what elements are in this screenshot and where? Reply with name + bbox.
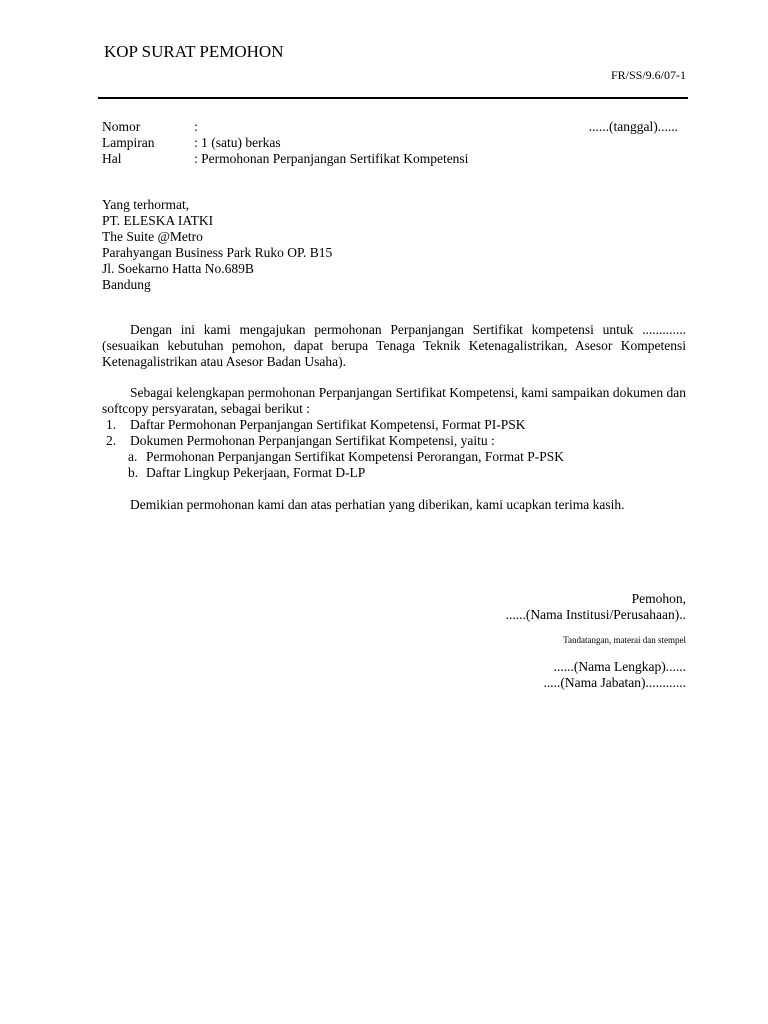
list-number: 1. — [106, 417, 117, 432]
date-placeholder: ......(tanggal)...... — [588, 119, 678, 134]
nomor-label: Nomor — [102, 119, 141, 134]
list-text: Daftar Lingkup Pekerjaan, Format D-LP — [146, 465, 366, 480]
paragraph-closing — [102, 497, 686, 513]
attachment-list — [102, 417, 686, 481]
list-subitem — [102, 449, 686, 465]
nomor-value: : — [194, 119, 198, 134]
meta-row-lampiran — [102, 135, 686, 151]
address-line: Parahyangan Business Park Ruko OP. B15 — [102, 245, 333, 260]
full-name-placeholder: ......(Nama Lengkap)...... — [553, 659, 686, 674]
letterhead-title: KOP SURAT PEMOHON — [104, 42, 284, 61]
salutation: Yang terhormat, — [102, 197, 190, 212]
institution-placeholder: ......(Nama Institusi/Perusahaan).. — [505, 607, 686, 622]
signature-header — [506, 591, 686, 623]
list-subitem — [102, 465, 686, 481]
position-placeholder: .....(Nama Jabatan)............ — [543, 675, 686, 690]
applicant-label: Pemohon, — [631, 591, 686, 606]
lampiran-label: Lampiran — [102, 135, 155, 150]
list-item — [102, 417, 686, 433]
list-text: Dokumen Permohonan Perpanjangan Sertifikat Kompetensi, yaitu : — [130, 433, 495, 448]
meta-row-nomor — [102, 119, 686, 135]
form-code: FR/SS/9.6/07-1 — [610, 68, 686, 82]
recipient-company: PT. ELESKA IATKI — [102, 213, 214, 228]
address-line: Jl. Soekarno Hatta No.689B — [102, 261, 254, 276]
header-divider — [98, 97, 688, 99]
hal-value: : Permohonan Perpanjangan Sertifikat Kompetensi — [194, 151, 469, 166]
paragraph-attachments — [102, 385, 686, 417]
paragraph-request — [102, 322, 686, 370]
signature-note: Tandatangan, materai dan stempel — [563, 635, 686, 645]
hal-label: Hal — [102, 151, 122, 166]
list-item — [102, 433, 686, 449]
paragraph-text: Dengan ini kami mengajukan permohonan Perpanjangan Sertifikat kompetensi untuk ............. (sesuaikan kebutuhan pemohon, dapat berupa Tenaga Teknik Ketenagalistrikan, Asesor Kompetensi Ketenagalistrikan atau Asesor Badan Usaha). — [102, 322, 686, 369]
address-line: The Suite @Metro — [102, 229, 203, 244]
list-text: Permohonan Perpanjangan Sertifikat Kompetensi Perorangan, Format P-PSK — [146, 449, 565, 464]
signature-footer — [544, 659, 686, 691]
paragraph-text: Sebagai kelengkapan permohonan Perpanjangan Sertifikat Kompetensi, kami sampaikan dokumen dan softcopy persyaratan, sebagai berikut : — [102, 385, 686, 416]
recipient-address — [102, 197, 332, 293]
list-letter: a. — [128, 449, 138, 464]
meta-row-hal — [102, 151, 686, 167]
list-number: 2. — [106, 433, 117, 448]
list-text: Daftar Permohonan Perpanjangan Sertifikat Kompetensi, Format PI-PSK — [130, 417, 526, 432]
letter-meta — [102, 119, 686, 167]
lampiran-value: : 1 (satu) berkas — [194, 135, 281, 150]
list-letter: b. — [128, 465, 139, 480]
paragraph-text: Demikian permohonan kami dan atas perhatian yang diberikan, kami ucapkan terima kasih. — [130, 497, 625, 512]
address-city: Bandung — [102, 277, 151, 292]
